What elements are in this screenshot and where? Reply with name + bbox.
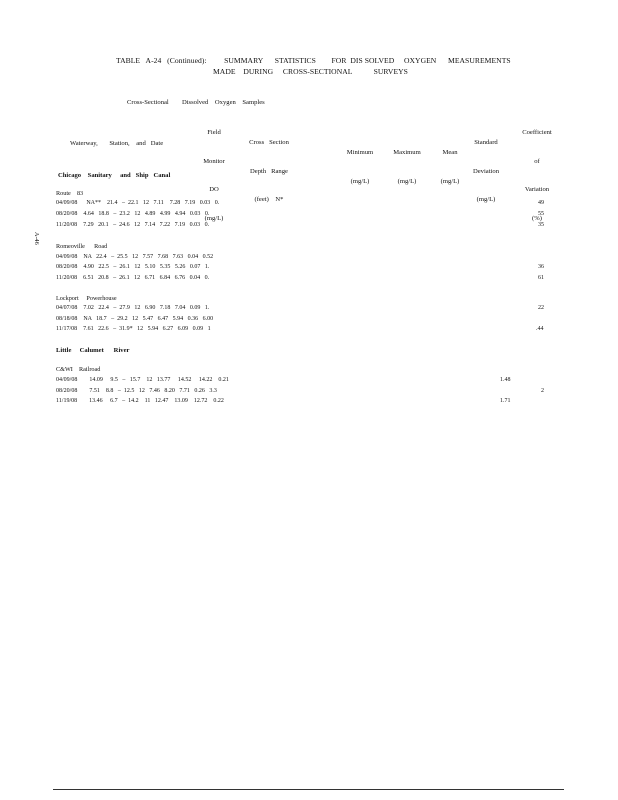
header-cov-l4: (%) <box>532 214 542 222</box>
cov-value: .44 <box>536 326 544 332</box>
data-row: 04/09/08 NA** 21.4 – 22.1 12 7.11 7.28 7.19 0.03 0. <box>56 200 220 206</box>
header-minimum-l1: Minimum <box>346 149 374 156</box>
header-cov-l3: Variation <box>524 186 550 193</box>
station-name: Route 83 <box>56 190 84 197</box>
header-field-monitor-l3: DO <box>209 186 219 193</box>
header-cov-l1: Coefficient <box>522 129 552 136</box>
station-name: Romeoville Road <box>56 243 108 250</box>
cov-value: 36 <box>538 264 544 270</box>
data-row: 08/20/08 7.51 8.8 – 12.5 12 7.46 8.20 7.71 0.26 3.3 <box>56 388 217 394</box>
table-title-line-2: MADE DURING CROSS-SECTIONAL SURVEYS <box>213 67 408 76</box>
data-row: 08/20/08 4.64 18.8 – 23.2 12 4.89 4.99 4.94 0.03 0. <box>56 211 210 217</box>
station-name: Lockport Powerhouse <box>56 295 117 302</box>
table-title-line-1: TABLE A-24 (Continued): SUMMARY STATISTICS FOR DIS SOLVED OXYGEN MEASUREMENTS <box>116 56 511 65</box>
header-maximum-l2: (mg/L) <box>397 177 417 185</box>
header-field-monitor-l4: (mg/L) <box>204 214 224 222</box>
cov-value: 2 <box>541 388 544 394</box>
section-heading: Chicago Sanitary and Ship Canal <box>58 172 171 179</box>
header-cross-section <box>240 119 298 214</box>
header-cov <box>514 109 560 233</box>
header-mean-l2: (mg/L) <box>440 177 460 185</box>
cov-value: 61 <box>538 275 544 281</box>
data-row: 04/09/08 14.09 9.5 – 15.7 12 13.77 14.52 14.22 0.21 <box>56 377 229 383</box>
data-row: 11/19/08 13.46 6.7 – 14.2 11 12.47 13.09 12.72 0.22 <box>56 398 224 404</box>
header-cross-section-l1: Cross Section <box>249 139 289 146</box>
header-field-monitor-l2: Monitor <box>203 157 225 165</box>
header-cross-section-l2: Depth Range <box>250 167 288 175</box>
header-maximum-l1: Maximum <box>393 149 421 156</box>
header-std-dev-l3: (mg/L) <box>476 196 496 203</box>
header-group: Cross-Sectional Dissolved Oxygen Samples <box>127 99 265 106</box>
section-heading: Little Calumet River <box>56 347 130 354</box>
cov-value: 55 <box>538 211 544 217</box>
data-row: 08/20/08 4.90 22.5 – 26.1 12 5.10 5.35 5.26 0.07 1. <box>56 264 210 270</box>
header-maximum <box>387 129 427 196</box>
cov-value: 35 <box>538 222 544 228</box>
station-name: C&WI Railroad <box>56 366 101 373</box>
std-dev-value: 1.48 <box>500 377 511 383</box>
data-row: 04/09/08 NA 22.4 – 25.5 12 7.57 7.68 7.63 0.04 0.52 <box>56 254 214 260</box>
header-mean <box>433 129 467 196</box>
data-row: 11/17/08 7.61 22.6 – 31.9* 12 5.94 6.27 6.09 0.09 1 <box>56 326 211 332</box>
data-row: 11/20/08 7.29 20.1 – 24.6 12 7.14 7.22 7.19 0.03 0. <box>56 222 210 228</box>
header-std-dev-l1: Standard <box>474 139 498 146</box>
std-dev-value: 1.71 <box>500 398 511 404</box>
header-waterway: Waterway, Station, and Date <box>70 140 164 147</box>
cov-value: 49 <box>538 200 544 206</box>
header-field-monitor-l1: Field <box>207 129 221 136</box>
header-minimum <box>340 129 380 196</box>
cov-value: 22 <box>538 305 544 311</box>
header-std-dev-l2: Deviation <box>472 167 499 175</box>
header-cov-l2: of <box>534 157 540 165</box>
footer-rule <box>53 789 564 790</box>
header-cross-section-l3: (feet) N* <box>254 196 284 203</box>
header-minimum-l2: (mg/L) <box>350 177 370 185</box>
data-row: 11/20/08 6.51 20.8 – 26.1 12 6.71 6.84 6.76 0.04 0. <box>56 275 210 281</box>
header-std-dev <box>466 119 506 214</box>
header-mean-l1: Mean <box>442 149 458 156</box>
page-number: A-46 <box>33 232 40 245</box>
data-row: 08/18/08 NA 18.7 – 29.2 12 5.47 6.47 5.94 0.36 6.00 <box>56 316 214 322</box>
data-row: 04/07/08 7.02 22.4 – 27.9 12 6.90 7.18 7.04 0.09 1. <box>56 305 210 311</box>
